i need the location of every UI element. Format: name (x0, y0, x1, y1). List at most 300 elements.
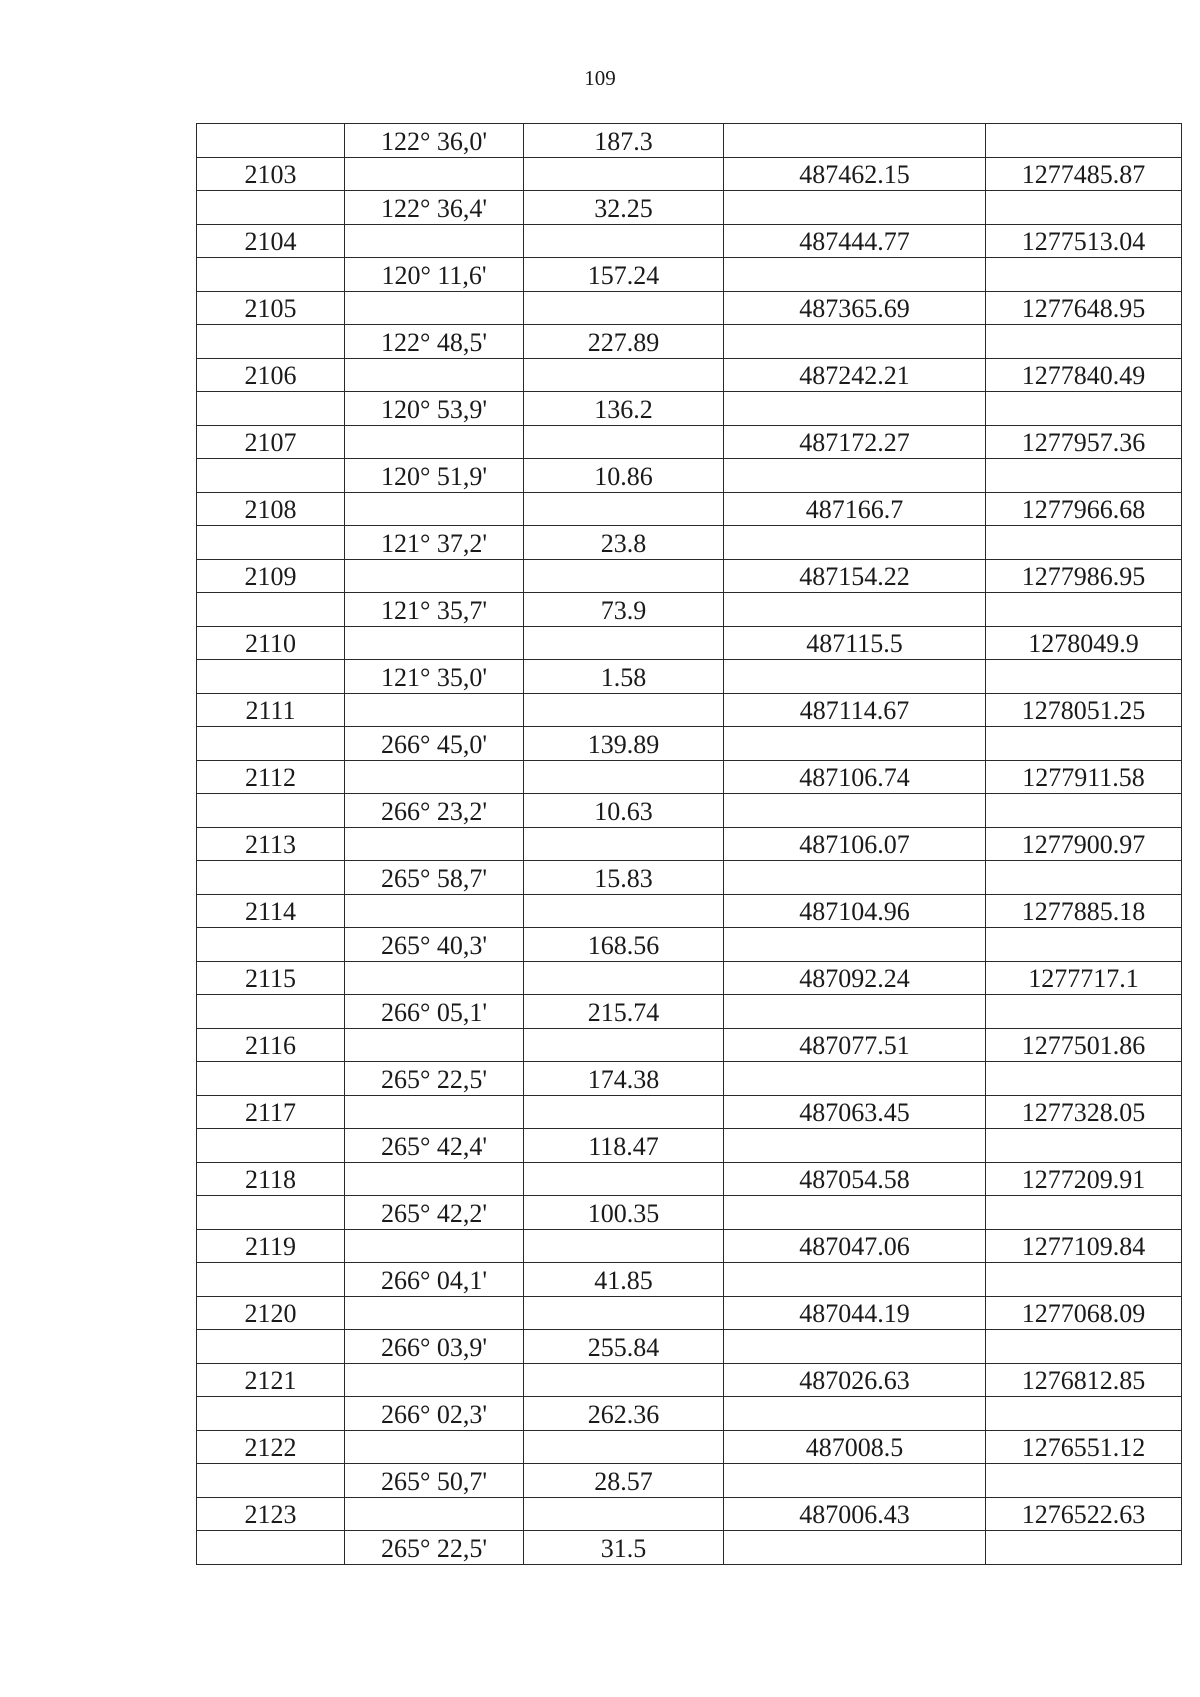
table-row (197, 492, 1182, 526)
y-coordinate-cell (986, 526, 1182, 560)
y-coordinate-cell-text: 1277209.91 (1021, 1165, 1146, 1194)
distance-cell-text: 227.89 (587, 327, 660, 357)
table-row (197, 124, 1182, 158)
distance-cell (524, 961, 724, 995)
coordinates-table-body (197, 124, 1182, 1565)
point-number-cell (197, 358, 345, 392)
x-coordinate-cell (724, 325, 986, 359)
point-number-cell (197, 1263, 345, 1297)
table-row (197, 861, 1182, 895)
direction-angle-cell-text: 265° 22,5' (380, 1064, 488, 1094)
x-coordinate-cell (724, 1229, 986, 1263)
y-coordinate-cell (986, 1296, 1182, 1330)
x-coordinate-cell (724, 693, 986, 727)
x-coordinate-cell (724, 191, 986, 225)
x-coordinate-cell-text: 487242.21 (799, 361, 910, 390)
direction-angle-cell (345, 660, 524, 694)
table-row (197, 191, 1182, 225)
x-coordinate-cell (724, 626, 986, 660)
distance-cell (524, 693, 724, 727)
table-row (197, 660, 1182, 694)
point-number-cell-text: 2110 (244, 629, 297, 658)
distance-cell (524, 760, 724, 794)
x-coordinate-cell (724, 1430, 986, 1464)
y-coordinate-cell (986, 961, 1182, 995)
y-coordinate-cell (986, 1028, 1182, 1062)
x-coordinate-cell (724, 1296, 986, 1330)
point-number-cell (197, 392, 345, 426)
table-row (197, 1263, 1182, 1297)
direction-angle-cell (345, 760, 524, 794)
y-coordinate-cell (986, 559, 1182, 593)
direction-angle-cell (345, 1430, 524, 1464)
direction-angle-cell (345, 626, 524, 660)
x-coordinate-cell (724, 861, 986, 895)
direction-angle-cell (345, 995, 524, 1029)
point-number-cell-text: 2114 (244, 897, 297, 926)
point-number-cell (197, 1062, 345, 1096)
table-row (197, 894, 1182, 928)
x-coordinate-cell-text: 487444.77 (799, 227, 910, 256)
point-number-cell (197, 124, 345, 158)
direction-angle-cell (345, 492, 524, 526)
direction-angle-cell (345, 258, 524, 292)
point-number-cell-text: 2123 (244, 1500, 297, 1529)
direction-angle-cell (345, 827, 524, 861)
table-row (197, 392, 1182, 426)
table-row (197, 827, 1182, 861)
coordinates-table (196, 123, 1182, 1565)
x-coordinate-cell (724, 459, 986, 493)
y-coordinate-cell (986, 425, 1182, 459)
y-coordinate-cell-text: 1277966.68 (1021, 495, 1146, 524)
distance-cell (524, 559, 724, 593)
direction-angle-cell (345, 1062, 524, 1096)
direction-angle-cell-text: 266° 02,3' (380, 1399, 488, 1429)
direction-angle-cell (345, 1196, 524, 1230)
point-number-cell (197, 1464, 345, 1498)
y-coordinate-cell (986, 593, 1182, 627)
direction-angle-cell (345, 1296, 524, 1330)
distance-cell (524, 827, 724, 861)
y-coordinate-cell-text: 1277648.95 (1021, 294, 1146, 323)
distance-cell-text: 10.63 (594, 796, 653, 826)
point-number-cell (197, 459, 345, 493)
direction-angle-cell (345, 693, 524, 727)
distance-cell-text: 215.74 (587, 997, 660, 1027)
table-row (197, 995, 1182, 1029)
point-number-cell (197, 1095, 345, 1129)
direction-angle-cell (345, 1397, 524, 1431)
direction-angle-cell (345, 1028, 524, 1062)
page-number: 109 (584, 66, 616, 90)
distance-cell (524, 1430, 724, 1464)
point-number-cell (197, 1363, 345, 1397)
table-row (197, 459, 1182, 493)
distance-cell (524, 1095, 724, 1129)
point-number-cell-text: 2119 (244, 1232, 297, 1261)
y-coordinate-cell (986, 928, 1182, 962)
point-number-cell (197, 660, 345, 694)
x-coordinate-cell-text: 487104.96 (799, 897, 910, 926)
table-row (197, 593, 1182, 627)
x-coordinate-cell (724, 526, 986, 560)
point-number-cell-text: 2104 (244, 227, 297, 256)
distance-cell (524, 291, 724, 325)
direction-angle-cell-text: 121° 35,0' (380, 662, 488, 692)
x-coordinate-cell (724, 1397, 986, 1431)
distance-cell-text: 73.9 (600, 595, 647, 625)
direction-angle-cell (345, 459, 524, 493)
direction-angle-cell-text: 266° 23,2' (380, 796, 488, 826)
point-number-cell (197, 1196, 345, 1230)
x-coordinate-cell (724, 1497, 986, 1531)
distance-cell-text: 174.38 (587, 1064, 660, 1094)
y-coordinate-cell-text: 1277885.18 (1021, 897, 1146, 926)
y-coordinate-cell (986, 392, 1182, 426)
table-row (197, 1196, 1182, 1230)
distance-cell-text: 100.35 (587, 1198, 660, 1228)
table-row (197, 526, 1182, 560)
x-coordinate-cell (724, 794, 986, 828)
distance-cell (524, 258, 724, 292)
y-coordinate-cell-text: 1276522.63 (1021, 1500, 1146, 1529)
direction-angle-cell (345, 861, 524, 895)
point-number-cell-text: 2116 (244, 1031, 297, 1060)
distance-cell (524, 1464, 724, 1498)
y-coordinate-cell (986, 459, 1182, 493)
x-coordinate-cell-text: 487172.27 (799, 428, 910, 457)
x-coordinate-cell-text: 487166.7 (805, 495, 904, 524)
direction-angle-cell (345, 291, 524, 325)
y-coordinate-cell-text: 1277068.09 (1021, 1299, 1146, 1328)
y-coordinate-cell-text: 1277485.87 (1021, 160, 1146, 189)
y-coordinate-cell-text: 1277911.58 (1022, 763, 1145, 792)
table-row (197, 1464, 1182, 1498)
point-number-cell-text: 2105 (244, 294, 297, 323)
x-coordinate-cell (724, 224, 986, 258)
table-row (197, 358, 1182, 392)
table-row (197, 559, 1182, 593)
direction-angle-cell (345, 1363, 524, 1397)
x-coordinate-cell (724, 995, 986, 1029)
point-number-cell-text: 2113 (244, 830, 297, 859)
point-number-cell (197, 727, 345, 761)
y-coordinate-cell (986, 1363, 1182, 1397)
distance-cell-text: 136.2 (594, 394, 653, 424)
table-row (197, 961, 1182, 995)
point-number-cell (197, 325, 345, 359)
x-coordinate-cell-text: 487047.06 (799, 1232, 910, 1261)
direction-angle-cell-text: 266° 45,0' (380, 729, 488, 759)
distance-cell (524, 492, 724, 526)
distance-cell (524, 1531, 724, 1565)
y-coordinate-cell (986, 1397, 1182, 1431)
distance-cell (524, 526, 724, 560)
x-coordinate-cell-text: 487365.69 (799, 294, 910, 323)
y-coordinate-cell (986, 995, 1182, 1029)
y-coordinate-cell (986, 1162, 1182, 1196)
point-number-cell (197, 1129, 345, 1163)
x-coordinate-cell (724, 1531, 986, 1565)
distance-cell-text: 31.5 (600, 1533, 647, 1563)
direction-angle-cell (345, 526, 524, 560)
direction-angle-cell (345, 1229, 524, 1263)
distance-cell (524, 392, 724, 426)
y-coordinate-cell (986, 827, 1182, 861)
distance-cell-text: 1.58 (600, 662, 647, 692)
point-number-cell-text: 2117 (244, 1098, 297, 1127)
point-number-cell (197, 1430, 345, 1464)
y-coordinate-cell (986, 894, 1182, 928)
x-coordinate-cell (724, 660, 986, 694)
distance-cell (524, 1296, 724, 1330)
distance-cell (524, 191, 724, 225)
table-row (197, 224, 1182, 258)
point-number-cell-text: 2107 (244, 428, 297, 457)
direction-angle-cell-text: 121° 35,7' (380, 595, 488, 625)
x-coordinate-cell (724, 760, 986, 794)
table-row (197, 1162, 1182, 1196)
x-coordinate-cell-text: 487154.22 (799, 562, 910, 591)
direction-angle-cell (345, 1129, 524, 1163)
x-coordinate-cell (724, 1363, 986, 1397)
direction-angle-cell (345, 794, 524, 828)
table-row (197, 760, 1182, 794)
direction-angle-cell (345, 1162, 524, 1196)
y-coordinate-cell (986, 291, 1182, 325)
x-coordinate-cell (724, 492, 986, 526)
point-number-cell (197, 224, 345, 258)
distance-cell (524, 660, 724, 694)
direction-angle-cell (345, 593, 524, 627)
x-coordinate-cell-text: 487054.58 (799, 1165, 910, 1194)
distance-cell (524, 794, 724, 828)
y-coordinate-cell (986, 492, 1182, 526)
y-coordinate-cell (986, 760, 1182, 794)
table-row (197, 1129, 1182, 1163)
y-coordinate-cell (986, 325, 1182, 359)
distance-cell (524, 626, 724, 660)
x-coordinate-cell (724, 593, 986, 627)
x-coordinate-cell-text: 487044.19 (799, 1299, 910, 1328)
direction-angle-cell (345, 191, 524, 225)
distance-cell-text: 168.56 (587, 930, 660, 960)
y-coordinate-cell (986, 1497, 1182, 1531)
distance-cell (524, 1497, 724, 1531)
y-coordinate-cell (986, 1196, 1182, 1230)
distance-cell (524, 1263, 724, 1297)
x-coordinate-cell (724, 425, 986, 459)
x-coordinate-cell (724, 1028, 986, 1062)
y-coordinate-cell (986, 1430, 1182, 1464)
point-number-cell-text: 2103 (244, 160, 297, 189)
direction-angle-cell (345, 1263, 524, 1297)
point-number-cell (197, 1397, 345, 1431)
table-row (197, 693, 1182, 727)
distance-cell (524, 1162, 724, 1196)
x-coordinate-cell (724, 124, 986, 158)
distance-cell-text: 10.86 (594, 461, 653, 491)
y-coordinate-cell (986, 693, 1182, 727)
direction-angle-cell (345, 224, 524, 258)
direction-angle-cell (345, 727, 524, 761)
x-coordinate-cell (724, 1196, 986, 1230)
x-coordinate-cell-text: 487106.07 (799, 830, 910, 859)
y-coordinate-cell-text: 1278049.9 (1028, 629, 1139, 658)
x-coordinate-cell-text: 487462.15 (799, 160, 910, 189)
table-row (197, 1497, 1182, 1531)
point-number-cell-text: 2108 (244, 495, 297, 524)
y-coordinate-cell-text: 1277109.84 (1021, 1232, 1146, 1261)
y-coordinate-cell (986, 124, 1182, 158)
y-coordinate-cell-text: 1277900.97 (1021, 830, 1146, 859)
point-number-cell (197, 1296, 345, 1330)
table-row (197, 1330, 1182, 1364)
direction-angle-cell-text: 265° 22,5' (380, 1533, 488, 1563)
x-coordinate-cell (724, 1062, 986, 1096)
point-number-cell (197, 1162, 345, 1196)
x-coordinate-cell (724, 1162, 986, 1196)
point-number-cell (197, 1229, 345, 1263)
y-coordinate-cell (986, 861, 1182, 895)
y-coordinate-cell-text: 1277717.1 (1028, 964, 1139, 993)
y-coordinate-cell (986, 224, 1182, 258)
point-number-cell (197, 928, 345, 962)
y-coordinate-cell (986, 660, 1182, 694)
x-coordinate-cell (724, 392, 986, 426)
direction-angle-cell-text: 122° 48,5' (380, 327, 488, 357)
point-number-cell (197, 626, 345, 660)
direction-angle-cell-text: 266° 05,1' (380, 997, 488, 1027)
table-row (197, 1531, 1182, 1565)
table-row (197, 1430, 1182, 1464)
distance-cell-text: 118.47 (588, 1131, 659, 1161)
distance-cell-text: 28.57 (594, 1466, 653, 1496)
table-row (197, 1062, 1182, 1096)
x-coordinate-cell (724, 1263, 986, 1297)
direction-angle-cell (345, 157, 524, 191)
direction-angle-cell (345, 358, 524, 392)
distance-cell (524, 459, 724, 493)
y-coordinate-cell (986, 1095, 1182, 1129)
point-number-cell (197, 1531, 345, 1565)
distance-cell (524, 727, 724, 761)
y-coordinate-cell (986, 157, 1182, 191)
distance-cell-text: 157.24 (587, 260, 660, 290)
y-coordinate-cell-text: 1276551.12 (1021, 1433, 1146, 1462)
x-coordinate-cell (724, 727, 986, 761)
distance-cell (524, 1330, 724, 1364)
y-coordinate-cell-text: 1277986.95 (1021, 562, 1146, 591)
x-coordinate-cell (724, 1330, 986, 1364)
distance-cell (524, 325, 724, 359)
distance-cell (524, 1397, 724, 1431)
direction-angle-cell-text: 121° 37,2' (380, 528, 488, 558)
y-coordinate-cell-text: 1277957.36 (1021, 428, 1146, 457)
y-coordinate-cell (986, 358, 1182, 392)
direction-angle-cell (345, 1531, 524, 1565)
point-number-cell (197, 1028, 345, 1062)
y-coordinate-cell (986, 1464, 1182, 1498)
point-number-cell (197, 492, 345, 526)
direction-angle-cell (345, 894, 524, 928)
distance-cell (524, 995, 724, 1029)
table-row (197, 727, 1182, 761)
distance-cell (524, 928, 724, 962)
distance-cell (524, 1196, 724, 1230)
distance-cell (524, 157, 724, 191)
distance-cell (524, 1062, 724, 1096)
direction-angle-cell (345, 325, 524, 359)
direction-angle-cell-text: 120° 11,6' (381, 260, 487, 290)
point-number-cell (197, 291, 345, 325)
point-number-cell (197, 425, 345, 459)
point-number-cell (197, 827, 345, 861)
distance-cell (524, 358, 724, 392)
distance-cell (524, 593, 724, 627)
x-coordinate-cell-text: 487063.45 (799, 1098, 910, 1127)
direction-angle-cell-text: 265° 42,4' (380, 1131, 488, 1161)
table-row (197, 1363, 1182, 1397)
point-number-cell (197, 1330, 345, 1364)
table-row (197, 325, 1182, 359)
y-coordinate-cell (986, 1229, 1182, 1263)
point-number-cell-text: 2109 (244, 562, 297, 591)
table-row (197, 1095, 1182, 1129)
distance-cell (524, 224, 724, 258)
direction-angle-cell (345, 124, 524, 158)
direction-angle-cell-text: 266° 03,9' (380, 1332, 488, 1362)
direction-angle-cell (345, 392, 524, 426)
distance-cell (524, 1129, 724, 1163)
direction-angle-cell-text: 265° 58,7' (380, 863, 488, 893)
y-coordinate-cell (986, 727, 1182, 761)
x-coordinate-cell-text: 487077.51 (799, 1031, 910, 1060)
y-coordinate-cell (986, 1263, 1182, 1297)
x-coordinate-cell-text: 487115.5 (806, 629, 903, 658)
table-row (197, 157, 1182, 191)
x-coordinate-cell (724, 894, 986, 928)
point-number-cell (197, 861, 345, 895)
distance-cell (524, 124, 724, 158)
point-number-cell (197, 794, 345, 828)
point-number-cell (197, 526, 345, 560)
y-coordinate-cell (986, 258, 1182, 292)
direction-angle-cell (345, 425, 524, 459)
y-coordinate-cell-text: 1277840.49 (1021, 361, 1146, 390)
distance-cell (524, 1363, 724, 1397)
x-coordinate-cell (724, 559, 986, 593)
direction-angle-cell (345, 928, 524, 962)
point-number-cell-text: 2115 (244, 964, 297, 993)
y-coordinate-cell-text: 1277328.05 (1021, 1098, 1146, 1127)
x-coordinate-cell (724, 258, 986, 292)
point-number-cell-text: 2122 (244, 1433, 297, 1462)
distance-cell (524, 861, 724, 895)
point-number-cell-text: 2111 (245, 696, 296, 725)
direction-angle-cell-text: 120° 51,9' (380, 461, 488, 491)
table-row (197, 291, 1182, 325)
y-coordinate-cell-text: 1277513.04 (1021, 227, 1146, 256)
distance-cell (524, 894, 724, 928)
x-coordinate-cell (724, 358, 986, 392)
point-number-cell-text: 2112 (244, 763, 297, 792)
x-coordinate-cell (724, 1129, 986, 1163)
table-row (197, 1028, 1182, 1062)
x-coordinate-cell-text: 487026.63 (799, 1366, 910, 1395)
x-coordinate-cell-text: 487106.74 (799, 763, 910, 792)
